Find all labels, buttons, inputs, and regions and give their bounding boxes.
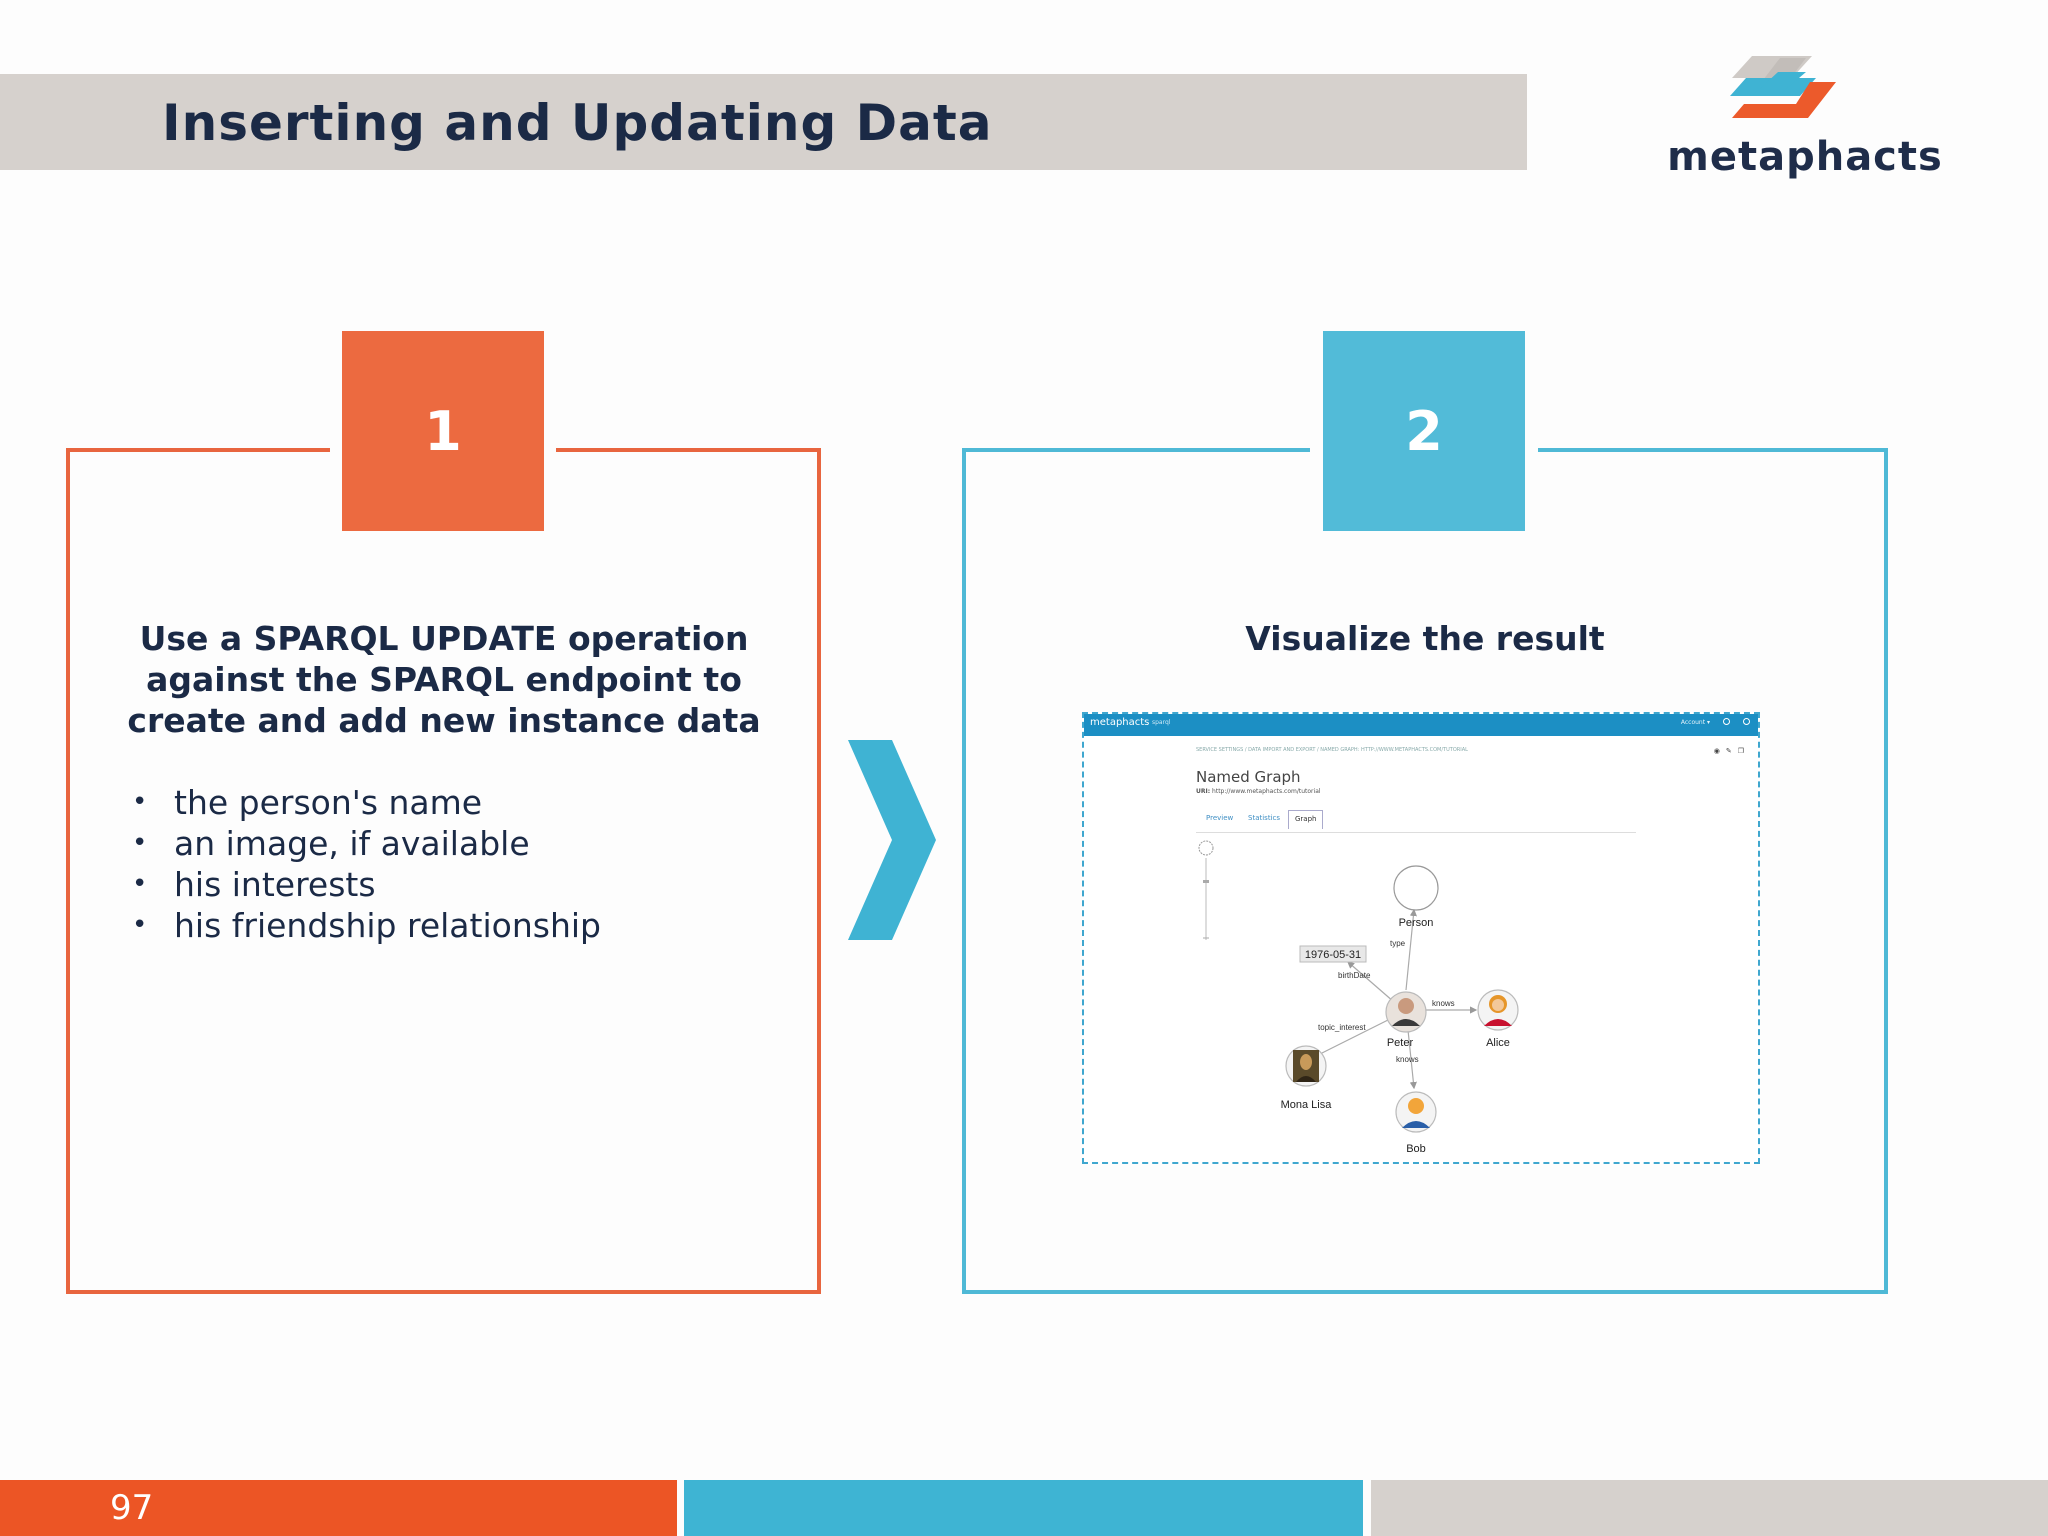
tab-statistics: Statistics: [1248, 814, 1280, 822]
step-1-heading-line: Use a SPARQL UPDATE operation: [139, 619, 749, 658]
step-1-heading: [110, 618, 778, 741]
edge-label: type: [1390, 939, 1406, 948]
screenshot-uri-label: URI:: [1196, 788, 1211, 795]
graph-node-mona-lisa: [1281, 1046, 1333, 1111]
step-2-heading: Visualize the result: [1245, 619, 1605, 658]
footer-bar-orange: [0, 1480, 677, 1536]
screenshot-tabs: [1196, 810, 1636, 833]
node-label: Peter: [1386, 1037, 1414, 1049]
tab-graph: Graph: [1288, 810, 1323, 829]
logo-icon: [1660, 52, 1950, 132]
step-1-number-badge: 1: [342, 331, 544, 531]
graph-edge-birthdate: [1338, 962, 1394, 1002]
edge-label: birthDate: [1338, 971, 1371, 980]
screenshot-toolbar-icons: [1714, 747, 1750, 755]
screenshot-brand-sub: sparql: [1152, 719, 1171, 726]
page-number: 97: [110, 1488, 154, 1528]
rdf-graph: [1254, 834, 1614, 1164]
eye-icon: ◉: [1713, 747, 1726, 755]
metaphacts-logo: [1660, 52, 1950, 192]
edge-label: knows: [1396, 1055, 1419, 1064]
gear-icon: [1723, 718, 1730, 725]
screenshot-breadcrumb: SERVICE SETTINGS / DATA IMPORT AND EXPORT / NAMED GRAPH: HTTP://WWW.METAPHACTS.COM/TUTORIAL: [1196, 747, 1468, 753]
graph-edge-topic-interest: [1316, 1018, 1392, 1056]
edit-icon: ✎: [1725, 747, 1738, 755]
bullet-item: • an image, if available: [130, 823, 780, 864]
graph-node-birthdate: [1300, 946, 1366, 962]
edge-label: topic_interest: [1318, 1023, 1366, 1032]
node-label: Person: [1398, 917, 1434, 929]
tab-preview: Preview: [1206, 814, 1234, 822]
screenshot-account-menu: Account ▾: [1680, 719, 1710, 726]
node-label: Alice: [1486, 1037, 1510, 1049]
graph-edge-knows-alice: [1420, 999, 1476, 1010]
graph-node-person: [1394, 866, 1438, 929]
step-1-heading-line: against the SPARQL endpoint to: [146, 660, 742, 699]
screenshot-navbar: [1084, 714, 1758, 736]
copy-icon: ❐: [1737, 747, 1750, 755]
step-1-heading-line: create and add new instance data: [127, 701, 761, 740]
footer-bar-gray: [1371, 1480, 2048, 1536]
screenshot-page-title: Named Graph: [1196, 768, 1301, 786]
chevron-right-icon: [848, 740, 936, 940]
step-1-bullet-list: [130, 782, 780, 946]
edge-label: knows: [1432, 999, 1455, 1008]
node-label: Mona Lisa: [1280, 1099, 1332, 1111]
logo-text: metaphacts: [1667, 134, 1943, 180]
node-label: Bob: [1406, 1143, 1426, 1155]
graph-node-bob: [1396, 1092, 1436, 1155]
bullet-item: • his friendship relationship: [130, 905, 780, 946]
graph-node-peter: [1386, 992, 1426, 1049]
screenshot-brand: metaphacts: [1090, 717, 1150, 728]
zoom-slider: [1196, 840, 1216, 942]
step-2-number-badge: 2: [1323, 331, 1525, 531]
bullet-item: • his interests: [130, 864, 780, 905]
result-screenshot: [1082, 712, 1760, 1164]
bullet-item: • the person's name: [130, 782, 780, 823]
footer-bar-blue: [684, 1480, 1363, 1536]
graph-node-alice: [1478, 990, 1518, 1049]
node-label: 1976-05-31: [1304, 949, 1362, 961]
screenshot-uri-value: http://www.metaphacts.com/tutorial: [1212, 788, 1321, 795]
help-icon: [1743, 718, 1750, 725]
slide-title: Inserting and Updating Data: [162, 94, 993, 152]
screenshot-uri: [1196, 788, 1321, 795]
